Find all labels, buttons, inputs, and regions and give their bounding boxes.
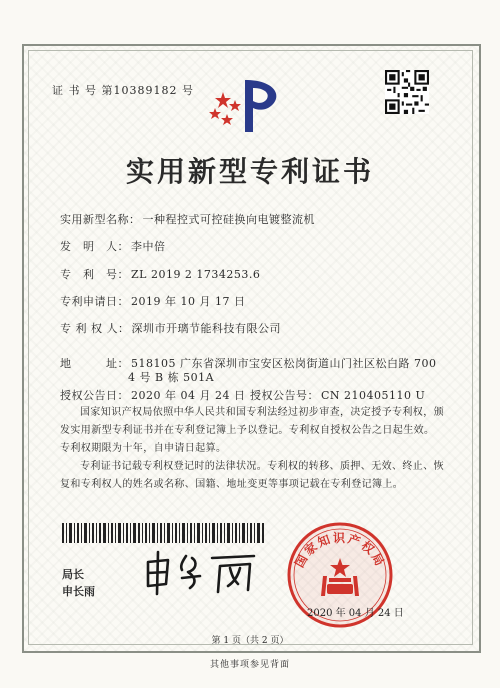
signatory-title: 局长: [62, 568, 84, 581]
field-value: ZL 2019 2 1734253.6: [131, 268, 261, 281]
address-row-continued: [126, 369, 214, 385]
grant-paragraph: 国家知识产权局依照中华人民共和国专利法经过初步审查，决定授予专利权，颁发实用新型专利证书并在专利登记簿上予以登记。专利权自授权公告之日起生效。专利权期限为十年，自申请日起算。: [60, 407, 444, 454]
qr-code: [385, 70, 429, 114]
certificate-title: 实用新型专利证书: [125, 155, 374, 188]
field-value: CN 210405110 U: [321, 389, 426, 402]
field-label: 专利申请日：: [60, 295, 129, 308]
address-row: [60, 355, 436, 371]
inventor-row: [60, 238, 166, 254]
field-label: 专 利 号：: [60, 268, 129, 281]
field-value: 深圳市开璃节能科技有限公司: [131, 322, 281, 335]
field-label: 实用新型名称：: [60, 213, 141, 226]
patentee-row: [60, 320, 281, 336]
application-date-row: [60, 293, 245, 309]
announcement-date-row: [60, 387, 245, 403]
barcode: [62, 523, 266, 543]
field-value: 518105 广东省深圳市宝安区松岗街道山门社区松白路 700: [131, 357, 437, 370]
field-label: 地 址：: [60, 357, 129, 370]
field-label: 授权公告号：: [250, 389, 319, 402]
utility-model-name-row: [60, 211, 315, 227]
footer-note: 其他事项参见背面: [209, 660, 290, 670]
field-label: 授权公告日：: [60, 389, 129, 402]
handwritten-signature: [142, 548, 262, 596]
page-number: 第 1 页（共 2 页）: [211, 636, 289, 646]
field-label: 专 利 权 人：: [60, 322, 130, 335]
field-value: 4 号 B 栋 501A: [128, 371, 215, 384]
field-value: 一种程控式可控硅换向电镀整流机: [142, 213, 315, 226]
field-value: 2020 年 04 月 24 日: [131, 389, 246, 402]
field-label: 发 明 人：: [60, 240, 129, 253]
field-value: 李中倍: [131, 240, 166, 253]
seal-org-text: 国家知识产权局: [292, 531, 388, 570]
field-value: 2019 年 10 月 17 日: [131, 295, 246, 308]
announcement-number-row: [250, 387, 425, 403]
certificate-number: 证 书 号 第10389182 号: [52, 84, 194, 97]
patent-office-emblem-icon: [205, 74, 295, 138]
legal-status-paragraph: 专利证书记载专利权登记时的法律状况。专利权的转移、质押、无效、终止、恢复和专利权人的姓名或名称、国籍、地址变更等事项记载在专利登记簿上。: [60, 461, 444, 490]
seal-date: 2020 年 04 月 24 日: [307, 608, 404, 619]
patent-number-row: [60, 266, 260, 282]
signatory-name: 申长雨: [62, 585, 95, 598]
